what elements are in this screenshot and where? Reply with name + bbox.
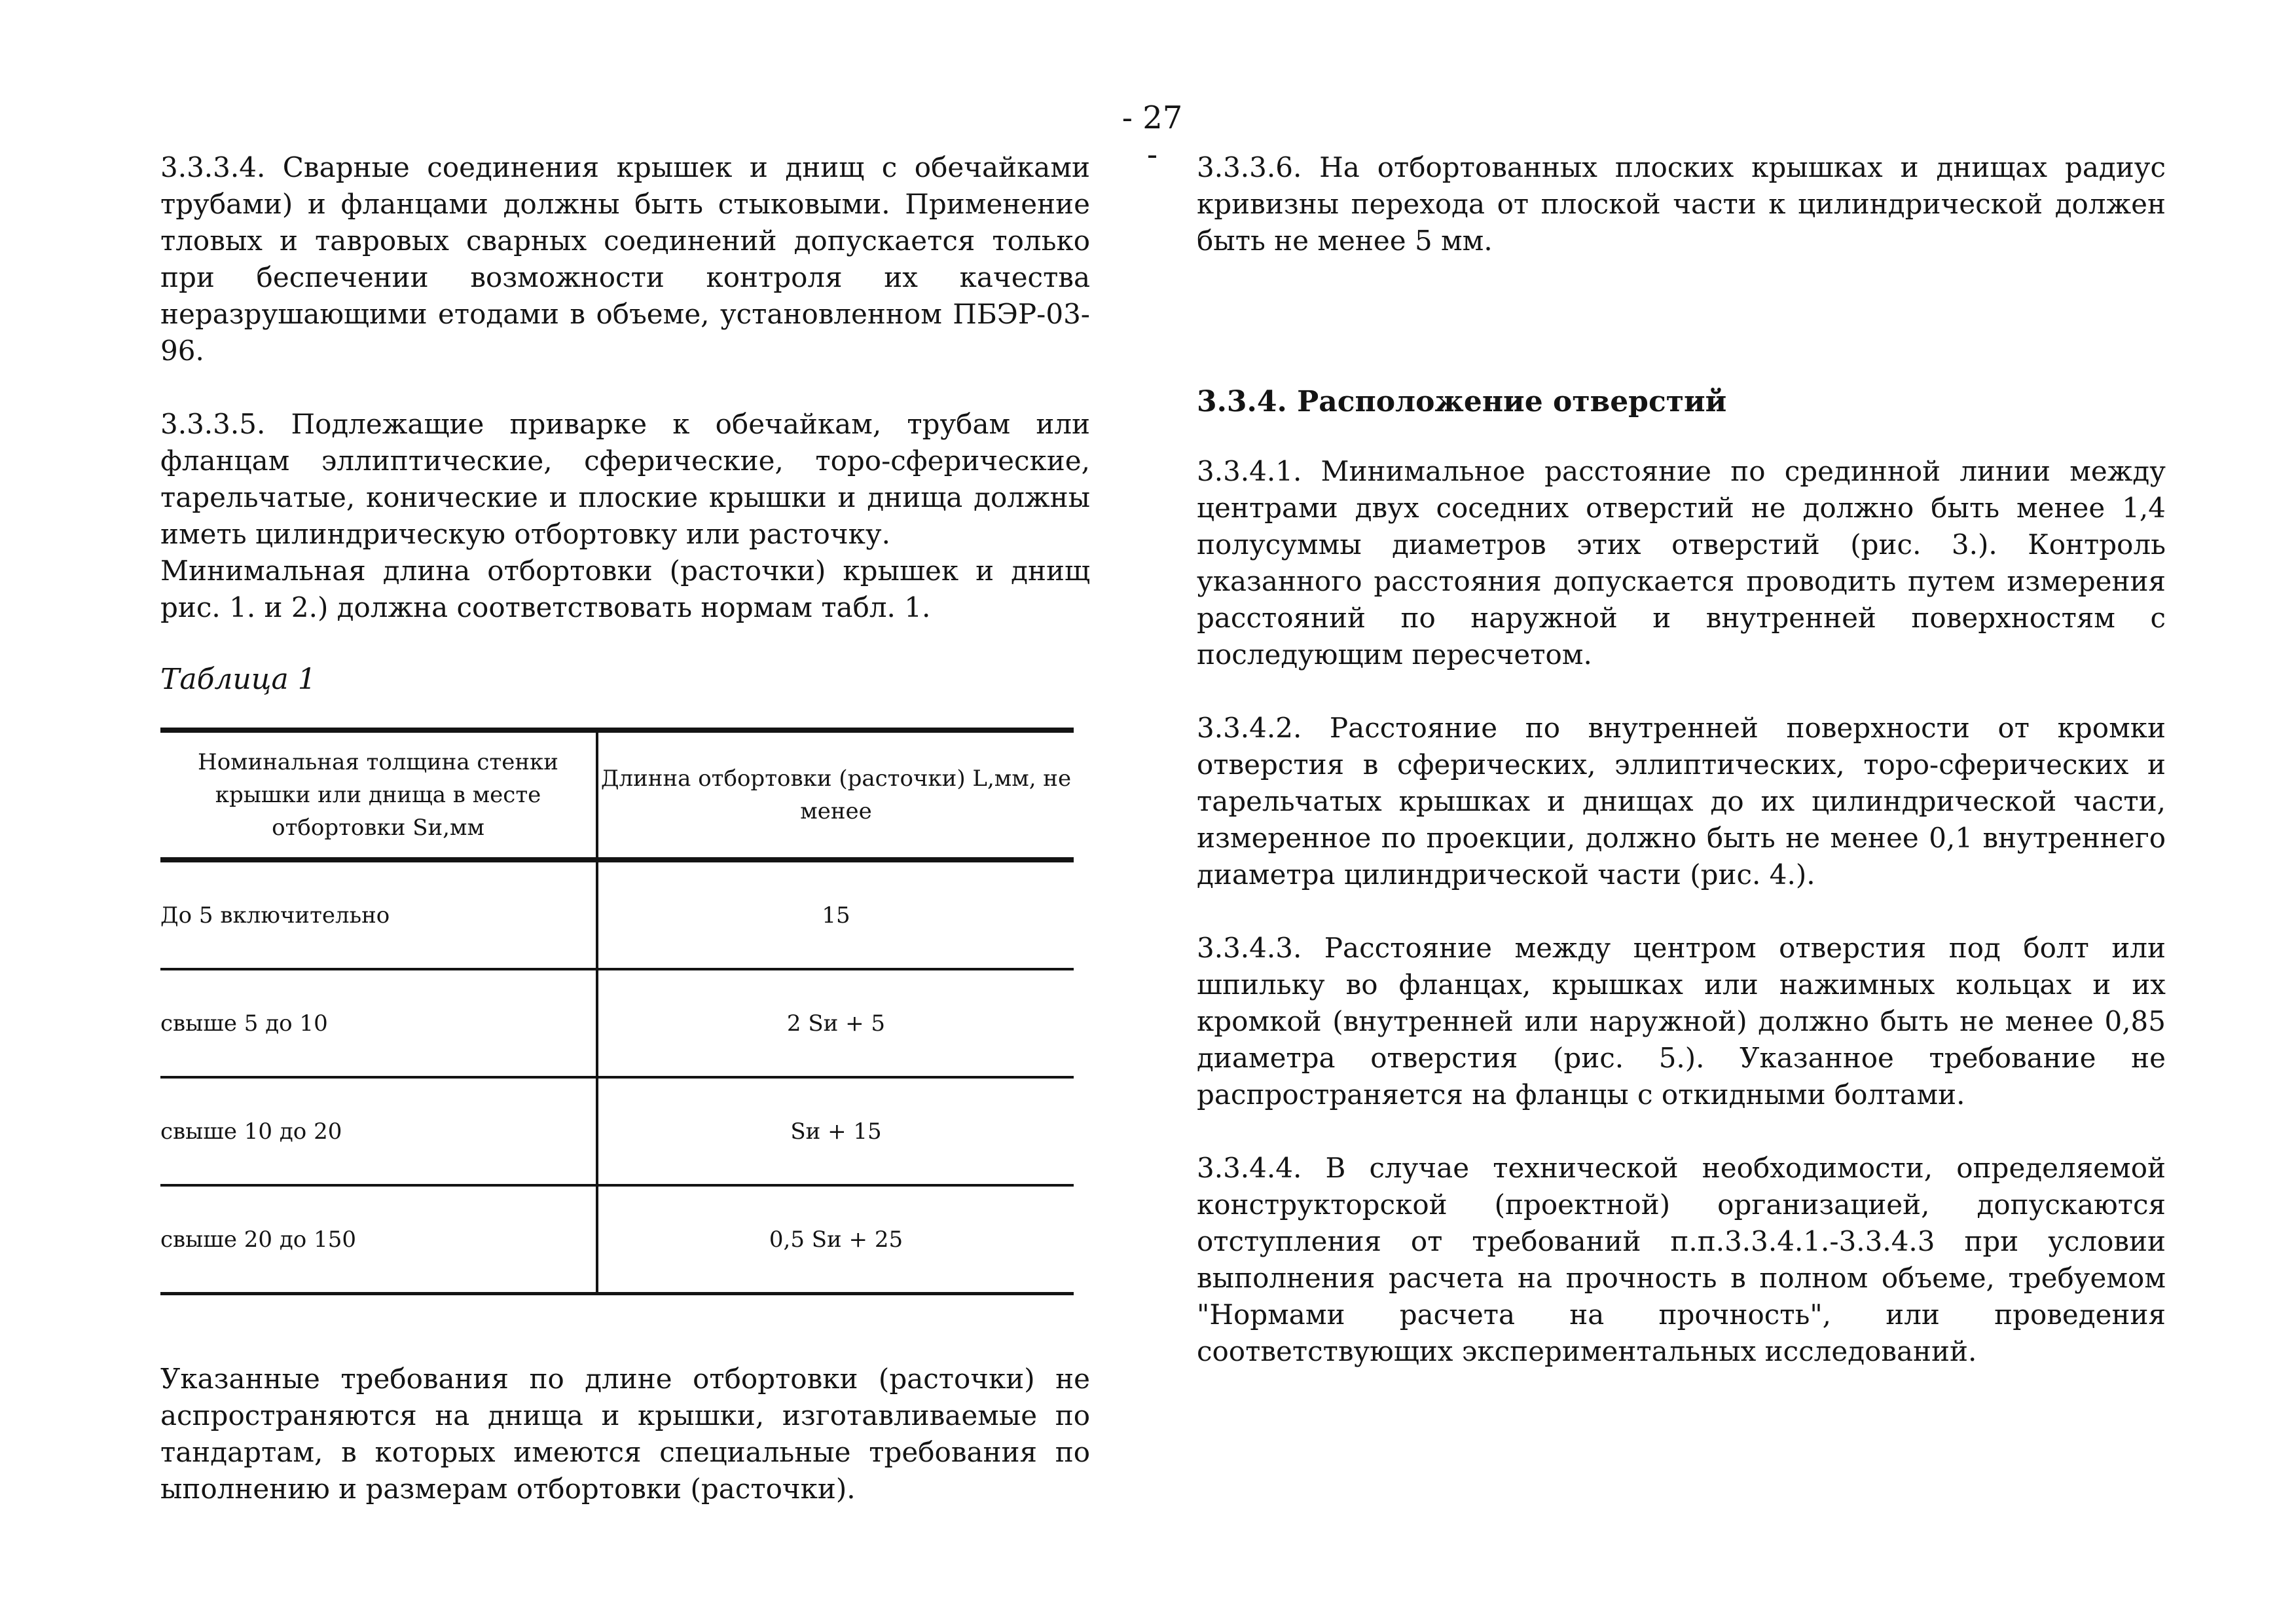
- paragraph-3-3-4-1: 3.3.4.1. Минимальное расстояние по срединной линии между центрами двух соседних отверстий не должно быть менее 1,4 полусуммы диаметров этих отверстий (рис. 3.). Контроль указанного расстояния допускается проводить путем измерения расстояний по наружной и внутренней поверхностям с последующим пересчетом.: [1197, 455, 2166, 671]
- paragraph-3-3-3-5-continued: Минимальная длина отбортовки (расточки) крышек и днищ рис. 1. и 2.) должна соответствовать нормам табл. 1.: [160, 555, 1090, 623]
- section-heading-3-3-4: 3.3.4. Расположение отверстий: [1197, 385, 1727, 418]
- table-cell-thickness: До 5 включительно: [160, 860, 597, 969]
- paragraph-3-3-3-5: 3.3.3.5. Подлежащие приварке к обечайкам, трубам или фланцам эллиптические, сферические, торо-сферические, тарельчатые, конические и плоские крышки и днища должны иметь цилиндрическую отбортовку или расточку.: [160, 408, 1090, 550]
- table-row: [160, 860, 1074, 969]
- table-row: [160, 969, 1074, 1077]
- page-number: - 27 -: [1121, 100, 1183, 173]
- table-header-row: [160, 730, 1074, 860]
- table-header-length: Длинна отбортовки (расточки) L,мм, не менее: [597, 730, 1074, 860]
- paragraph-note: Указанные требования по длине отбортовки (расточки) не аспространяются на днища и крышки, изготавливаемые по тандартам, в которых имеются специальные требования по ыполнению и размерам отбортовки (расточки).: [160, 1363, 1090, 1505]
- right-column: [1197, 149, 2166, 1370]
- table-row: [160, 1077, 1074, 1185]
- table-row: [160, 1185, 1074, 1294]
- paragraph-3-3-3-6: 3.3.3.6. На отбортованных плоских крышках и днищах радиус кривизны перехода от плоской части к цилиндрической должен быть не менее 5 мм.: [1197, 151, 2166, 257]
- left-column-note: [160, 1361, 1090, 1507]
- left-column: [160, 149, 1090, 1295]
- table-cell-length: 2 Sи + 5: [597, 969, 1074, 1077]
- paragraph-3-3-4-4: 3.3.4.4. В случае технической необходимости, определяемой конструкторской (проектной) организацией, допускаются отступления от требований п.п.3.3.4.1.-3.3.4.3 при условии выполнения расчета на прочность в полном объеме, требуемом "Нормами расчета на прочность", или проведения соответствующих экспериментальных исследований.: [1197, 1152, 2166, 1367]
- table-cell-length: 0,5 Sи + 25: [597, 1185, 1074, 1294]
- flange-length-table: [160, 728, 1074, 1295]
- table-caption: Таблица 1: [160, 663, 316, 696]
- table-header-thickness: Номинальная толщина стенки крышки или днища в месте отбортовки Sи,мм: [160, 730, 597, 860]
- paragraph-3-3-3-4: 3.3.3.4. Сварные соединения крышек и днищ с обечайками трубами) и фланцами должны быть стыковыми. Применение тловых и тавровых сварных соединений допускается только при беспечении возможности контроля их качества неразрушающими етодами в объеме, установленном ПБЭР-03-96.: [160, 151, 1090, 367]
- table-cell-thickness: свыше 20 до 150: [160, 1185, 597, 1294]
- table-cell-length: 15: [597, 860, 1074, 969]
- table-cell-length: Sи + 15: [597, 1077, 1074, 1185]
- paragraph-3-3-4-3: 3.3.4.3. Расстояние между центром отверстия под болт или шпильку во фланцах, крышках или нажимных кольцах и их кромкой (внутренней или наружной) должно быть не менее 0,85 диаметра отверстия (рис. 5.). Указанное требование не распространяется на фланцы с откидными болтами.: [1197, 932, 2166, 1111]
- table-cell-thickness: свыше 10 до 20: [160, 1077, 597, 1185]
- table-cell-thickness: свыше 5 до 10: [160, 969, 597, 1077]
- paragraph-3-3-4-2: 3.3.4.2. Расстояние по внутренней поверхности от кромки отверстия в сферических, эллиптических, торо-сферических и тарельчатых крышках и днищах до их цилиндрической части, измеренное по проекции, должно быть не менее 0,1 внутреннего диаметра цилиндрической части (рис. 4.).: [1197, 712, 2166, 891]
